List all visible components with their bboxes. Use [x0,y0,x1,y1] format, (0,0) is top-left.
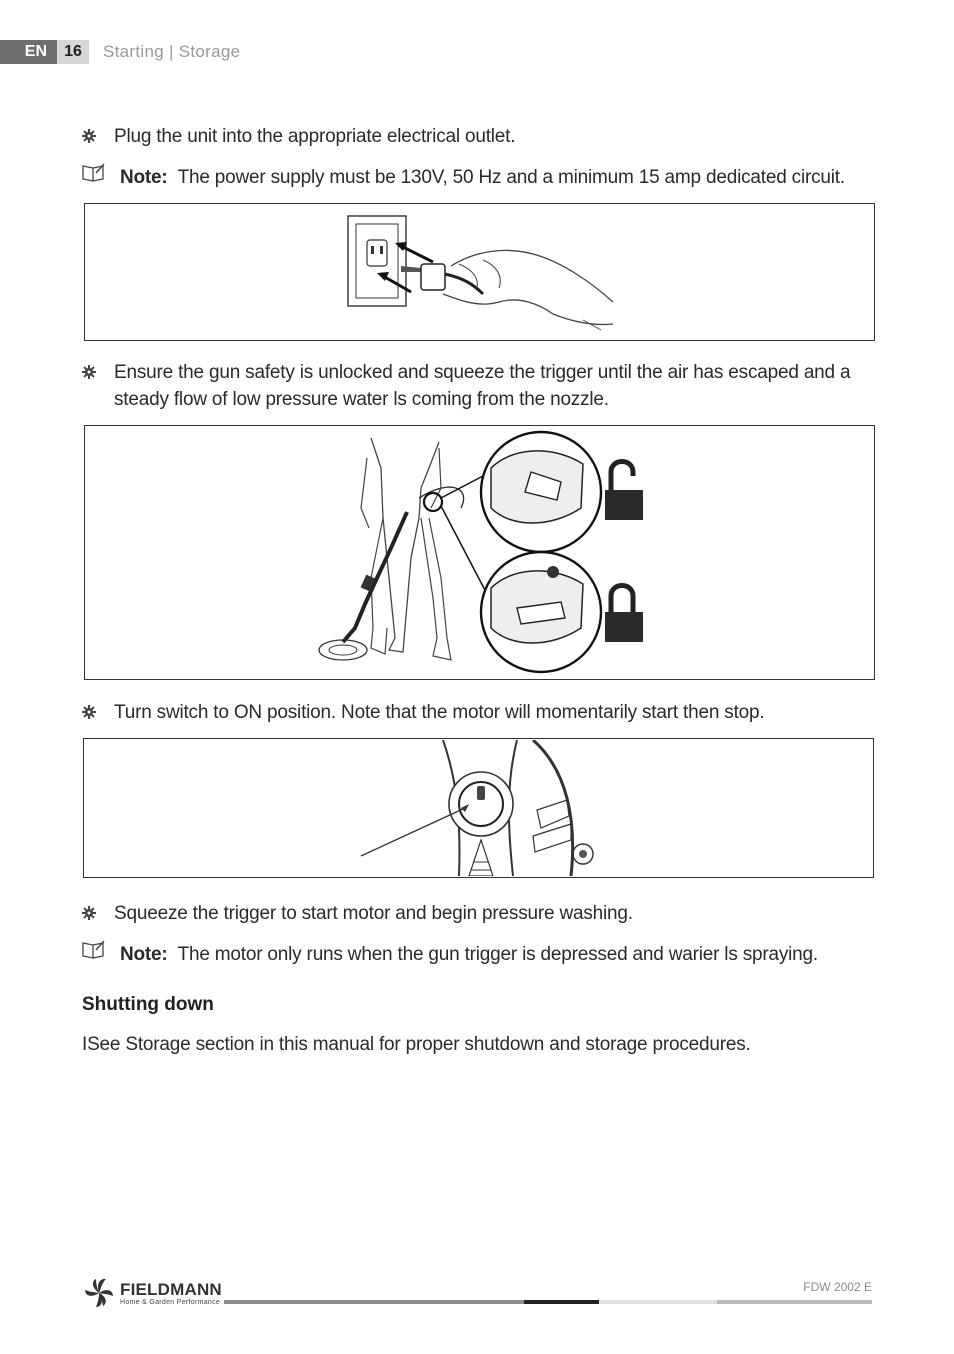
fieldmann-fan-icon [82,1276,116,1310]
language-tab: EN [0,40,57,64]
bullet-gear-icon [82,123,114,150]
footer-line-segment [524,1300,599,1304]
page-number: 16 [57,40,89,64]
figure-switch [83,738,874,878]
plug-outlet-illustration [283,204,623,338]
note-power-supply [82,163,845,191]
note-motor-runs [82,940,818,968]
model-number: FDW 2002 E [803,1280,872,1294]
note-book-icon [82,940,120,968]
footer-line-segment [717,1300,872,1304]
step-squeeze-trigger [82,900,874,927]
brand-logo [82,1276,222,1310]
note-text: The power supply must be 130V, 50 Hz and a minimum 15 amp dedicated circuit. [177,166,845,188]
step-safety-unlock [82,359,874,413]
shutdown-paragraph: ISee Storage section in this manual for proper shutdown and storage procedures. [82,1034,751,1055]
step-text: Squeeze the trigger to start motor and begin pressure washing. [114,903,633,924]
bullet-gear-icon [82,359,114,413]
bullet-gear-icon [82,900,114,927]
note-label: Note: [120,166,168,188]
step-text: Turn switch to ON position. Note that the motor will momentarily start then stop. [114,702,765,723]
figure-outlet [84,203,875,341]
step-switch-on [82,699,874,726]
brand-name: FIELDMANN [120,1279,222,1299]
section-heading-shutting-down: Shutting down [82,994,214,1015]
note-text: The motor only runs when the gun trigger is depressed and warier ls spraying. [177,943,818,965]
section-title: Starting | Storage [103,42,241,61]
gun-safety-illustration [311,428,651,678]
page-header [0,40,240,64]
bullet-gear-icon [82,699,114,726]
footer-line-segment [599,1300,717,1304]
footer-line-segment [224,1300,524,1304]
step-text: Ensure the gun safety is unlocked and squeeze the trigger until the air has escaped and a steady flow of low pressure water ls coming from the nozzle. [114,362,851,410]
figure-gun-safety [84,425,875,680]
brand-tagline: Home & Garden Performance [120,1298,221,1306]
power-switch-illustration [357,740,607,876]
note-book-icon [82,163,120,191]
note-label: Note: [120,943,168,965]
step-text: Plug the unit into the appropriate electrical outlet. [114,126,516,147]
step-plug-in [82,123,874,150]
